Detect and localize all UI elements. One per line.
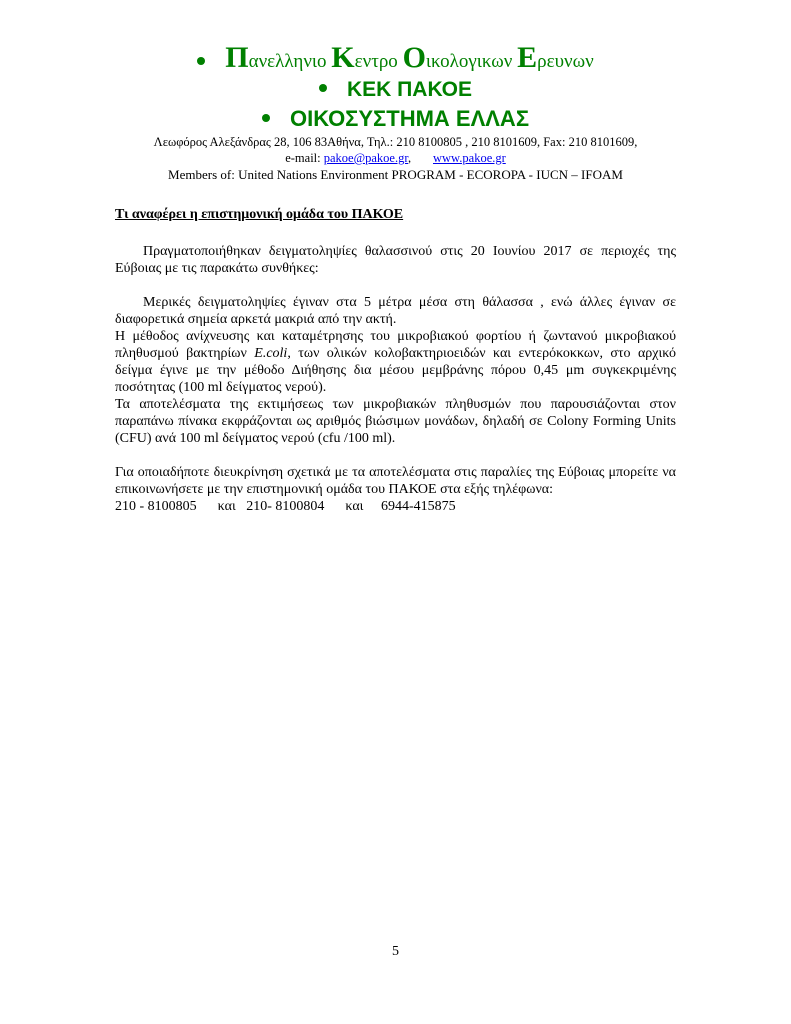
method-text-b: , των ολικών κολοβακτηριοειδών και εντερόκοκκων, στο αρχικό δείγμα έγινε με την μέθοδο Διήθησης δια μέσου μεμβράνης πόρου 0,45 μm συγκεκριμένης ποσότητας (100 ml δείγματος νερού). (115, 346, 676, 395)
paragraph-contact: Για οποιαδήποτε διευκρίνηση σχετικά με τα αποτελέσματα στις παραλίες της Εύβοιας μπορείτε να επικοινωνήσετε με την επιστημονική ομάδα του ΠΑΚΟΕ στα εξής τηλέφωνα: (115, 465, 676, 497)
bullet-icon (319, 84, 327, 92)
paragraph-sampling: Πραγματοποιήθηκαν δειγματοληψίες θαλασσινού στις 20 Ιουνίου 2017 σε περιοχές της Εύβοιας με τις παρακάτω συνθήκες: (115, 244, 676, 276)
org-word-3: ικολογικων (425, 51, 518, 72)
paragraph-method (115, 328, 676, 396)
bullet-icon (197, 57, 205, 65)
org-word-4: ρευνων (537, 51, 594, 72)
contact-line (0, 150, 791, 166)
website-link[interactable]: www.pakoe.gr (433, 151, 506, 165)
ecosystem-line (0, 104, 791, 134)
org-initial-4: Ε (517, 41, 538, 74)
address-line: Λεωφόρος Αλεξάνδρας 28, 106 83Αθήνα, Τηλ.: 210 8100805 , 210 8101609, Fax: 210 8101609, (153, 135, 638, 149)
org-initial-1: Π (225, 41, 249, 74)
and-1: και (217, 499, 236, 514)
kek-pakoe-text: ΚΕΚ ΠΑΚΟΕ (346, 78, 473, 101)
org-initial-3: Ο (402, 41, 426, 74)
paragraph-locations: Μερικές δειγματοληψίες έγιναν στα 5 μέτρα μέσα στη θάλασσα , ενώ άλλες έγιναν σε διαφορετικά σημεία αρκετά μακριά από την ακτή. (115, 295, 676, 327)
members-line: Members of: United Nations Environment PROGRAM - ECOROPA - IUCN – IFOAM (168, 167, 623, 182)
method-text-a: Η μέθοδος ανίχνευσης και καταμέτρησης του μικροβιακού φορτίου ή ζωντανού μικροβιακού πληθυσμού βακτηρίων (115, 329, 676, 361)
org-word-1: ανελληνιο (248, 51, 332, 72)
ecosystem-text: ΟΙΚΟΣΥΣΤΗΜΑ ΕΛΛΑΣ (289, 106, 530, 131)
paragraph-results: Τα αποτελέσματα της εκτιμήσεως των μικροβιακών πληθυσμών που παρουσιάζονται στον παραπάνω πίνακα εκφράζονται ως αριθμός βιώσιμων μονάδων, δηλαδή σε Colony Forming Units (CFU) ανά 100 ml δείγματος νερού (cfu /100 ml). (115, 397, 676, 446)
phone-1: 210 - 8100805 (115, 499, 197, 514)
page-number: 5 (392, 944, 399, 959)
phone-3: 6944-415875 (380, 499, 456, 514)
bullet-icon (262, 114, 270, 122)
email-label: e-mail: (285, 151, 321, 165)
ecoli-italic: E.coli (254, 346, 288, 361)
and-2: και (345, 499, 364, 514)
kek-pakoe-line (0, 76, 791, 104)
email-link[interactable]: pakoe@pakoe.gr (323, 151, 408, 165)
email-separator: , (408, 151, 412, 165)
document-body (115, 206, 676, 515)
phone-2: 210- 8100804 (246, 499, 325, 514)
org-word-2: εντρο (354, 51, 403, 72)
org-initial-2: Κ (331, 41, 355, 74)
org-name-line (0, 41, 791, 76)
section-title: Τι αναφέρει η επιστημονική ομάδα του ΠΑΚΟΕ (115, 207, 404, 222)
letterhead (0, 41, 791, 184)
phone-numbers (115, 498, 676, 515)
